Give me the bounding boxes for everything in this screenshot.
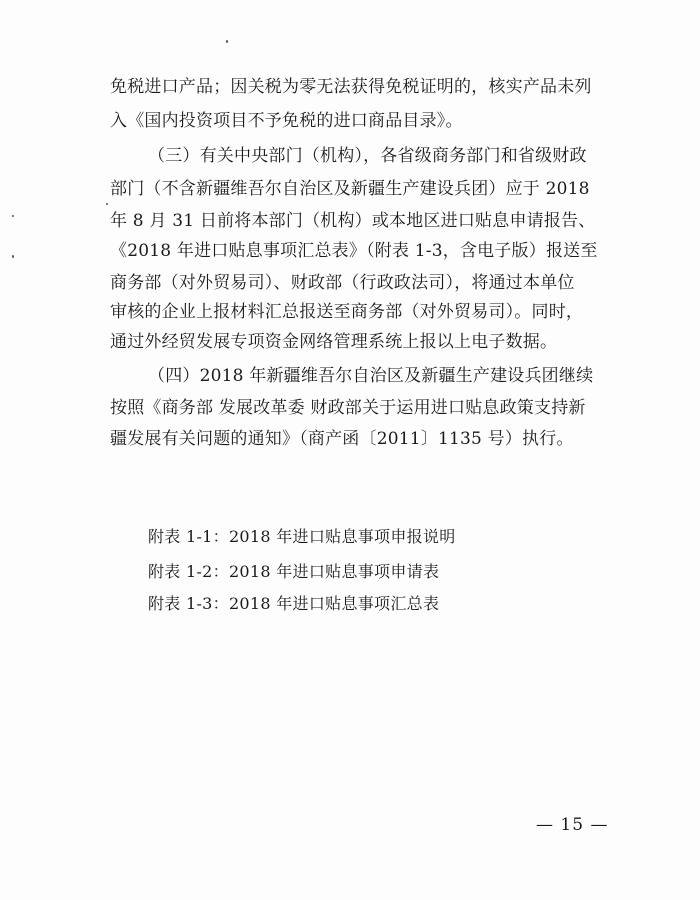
- paragraph-line: 审核的企业上报材料汇总报送至商务部（对外贸易司）。同时，: [110, 302, 584, 322]
- paragraph-line: 年 8 月 31 日前将本部门（机构）或本地区进口贴息申请报告、: [110, 211, 596, 231]
- scan-speck: [12, 215, 14, 217]
- scan-speck: [12, 255, 14, 258]
- paragraph-line: 按照《商务部 发展改革委 财政部关于运用进口贴息政策支持新: [110, 398, 586, 418]
- attachment-item: 附表 1-2：2018 年进口贴息事项申请表: [148, 562, 440, 581]
- paragraph-line: 通过外经贸发展专项资金网络管理系统上报以上电子数据。: [110, 332, 558, 352]
- paragraph-line: （三）有关中央部门（机构），各省级商务部门和省级财政: [148, 146, 587, 166]
- paragraph-line: （四）2018 年新疆维吾尔自治区及新疆生产建设兵团继续: [148, 366, 594, 386]
- scan-speck: [226, 40, 228, 43]
- page-number: — 15 —: [536, 815, 609, 835]
- paragraph-line: 疆发展有关问题的通知》（商产函〔2011〕1135 号）执行。: [110, 429, 574, 449]
- paragraph-line: 部门（不含新疆维吾尔自治区及新疆生产建设兵团）应于 2018: [110, 179, 590, 199]
- attachment-item: 附表 1-1：2018 年进口贴息事项申报说明: [148, 527, 456, 546]
- paragraph-line: 商务部（对外贸易司）、财政部（行政政法司），将通过本单位: [110, 273, 575, 293]
- paragraph-line: 入《国内投资项目不予免税的进口商品目录》。: [110, 111, 463, 131]
- attachment-item: 附表 1-3：2018 年进口贴息事项汇总表: [148, 594, 440, 613]
- paragraph-line: 《2018 年进口贴息事项汇总表》（附表 1-3，含电子版）报送至: [110, 241, 598, 261]
- paragraph-line: 免税进口产品；因关税为零无法获得免税证明的，核实产品未列: [110, 77, 592, 97]
- scan-speck: [106, 203, 108, 205]
